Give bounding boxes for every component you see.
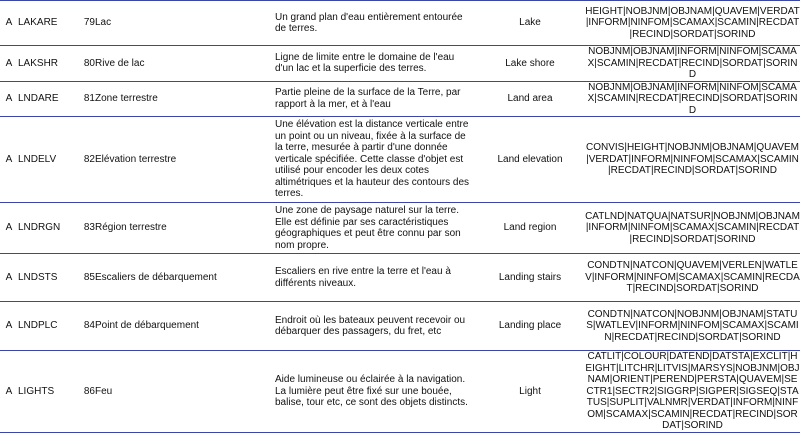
row-code: 80 [75,46,95,82]
row-name-fr: Rive de lac [95,46,275,82]
table-row [0,46,800,82]
row-name-fr: Point de débarquement [95,302,275,351]
row-definition: Partie pleine de la surface de la Terre, par rapport à la mer, et à l'eau [275,81,475,117]
row-name-fr: Lac [95,1,275,46]
row-category: A [0,46,18,82]
row-code: 82 [75,117,95,203]
table-row [0,81,800,117]
row-code: 85 [75,254,95,302]
table-row [0,1,800,46]
row-definition: Une élévation est la distance verticale entre un point ou un niveau, fixée à la surface de la terre, mesurée à partir d'une donnée verticale spécifiée. Cette classe d'objet est utilisé pour encoder les deux cotes altimétriques et la hauteur des contours des terres. [275,117,475,203]
row-category: A [0,302,18,351]
row-definition: Aide lumineuse ou éclairée à la navigation. La lumière peut être fixé sur une bouée, balise, tour etc, ce sont des objets distincts. [275,351,475,433]
row-name-fr: Zone terrestre [95,81,275,117]
table-row [0,351,800,433]
row-name-fr: Elévation terrestre [95,117,275,203]
row-acronym: LNDPLC [18,302,75,351]
row-code: 84 [75,302,95,351]
row-acronym: LAKSHR [18,46,75,82]
row-acronym: LNDARE [18,81,75,117]
row-acronym: LAKARE [18,1,75,46]
row-category: A [0,1,18,46]
row-category: A [0,254,18,302]
row-name-fr: Feu [95,351,275,433]
row-name-en: Landing place [475,302,585,351]
row-name-en: Lake [475,1,585,46]
row-name-en: Land region [475,203,585,254]
row-attributes: CATLIT|COLOUR|DATEND|DATSTA|EXCLIT|HEIGHT|LITCHR|LITVIS|MARSYS|NOBJNM|OBJNAM|ORIENT|PEREND|PERSTA|QUAVEM|SECTR1|SECTR2|SIGGRP|SIGPER|SIGSEQ|STATUS|SUPLIT|VALNMR|VERDAT|INFORM|NINFOM|SCAMAX|SCAMIN|RECDAT|RECIND|SORDAT|SORIND [585,351,800,431]
row-attributes: HEIGHT|NOBJNM|OBJNAM|QUAVEM|VERDAT|INFORM|NINFOM|SCAMAX|SCAMIN|RECDAT|RECIND|SORDAT|SORIND [585,1,800,46]
row-attributes: CONDTN|NATCON|NOBJNM|OBJNAM|STATUS|WATLEV|INFORM|NINFOM|SCAMAX|SCAMIN|RECDAT|RECIND|SORDAT|SORIND [585,302,800,351]
table-row [0,117,800,203]
row-attributes: CONDTN|NATCON|QUAVEM|VERLEN|WATLEV|INFORM|NINFOM|SCAMAX|SCAMIN|RECDAT|RECIND|SORDAT|SORIND [585,254,800,302]
row-definition: Endroit où les bateaux peuvent recevoir ou débarquer des passagers, du fret, etc [275,302,475,351]
row-acronym: LNDSTS [18,254,75,302]
row-name-en: Light [475,351,585,433]
row-definition: Ligne de limite entre le domaine de l'eau d'un lac et la superficie des terres. [275,46,475,82]
row-attributes: CONVIS|HEIGHT|NOBJNM|OBJNAM|QUAVEM|VERDAT|INFORM|NINFOM|SCAMAX|SCAMIN|RECDAT|RECIND|SORDAT|SORIND [585,117,800,203]
row-category: A [0,351,18,433]
table-row [0,254,800,302]
row-code: 79 [75,1,95,46]
row-code: 81 [75,81,95,117]
row-attributes: NOBJNM|OBJNAM|INFORM|NINFOM|SCAMAX|SCAMIN|RECDAT|RECIND|SORDAT|SORIND [585,81,800,117]
row-category: A [0,203,18,254]
row-name-en: Land area [475,81,585,117]
row-name-en: Lake shore [475,46,585,82]
row-acronym: LNDRGN [18,203,75,254]
row-name-fr: Escaliers de débarquement [95,254,275,302]
table-row [0,302,800,351]
row-category: A [0,117,18,203]
row-acronym: LIGHTS [18,351,75,433]
row-code: 86 [75,351,95,433]
row-attributes: NOBJNM|OBJNAM|INFORM|NINFOM|SCAMAX|SCAMIN|RECDAT|RECIND|SORDAT|SORIND [585,46,800,82]
row-name-en: Landing stairs [475,254,585,302]
row-definition: Un grand plan d'eau entièrement entourée de terres. [275,1,475,46]
row-acronym: LNDELV [18,117,75,203]
row-category: A [0,81,18,117]
row-code: 83 [75,203,95,254]
row-definition: Une zone de paysage naturel sur la terre. Elle est définie par ses caractéristiques géographiques et peut être connu par son nom propre. [275,203,475,254]
row-name-en: Land elevation [475,117,585,203]
row-definition: Escaliers en rive entre la terre et l'eau à différents niveaux. [275,254,475,302]
row-name-fr: Région terrestre [95,203,275,254]
table-row [0,203,800,254]
row-attributes: CATLND|NATQUA|NATSUR|NOBJNM|OBJNAM|INFORM|NINFOM|SCAMAX|SCAMIN|RECDAT|RECIND|SORDAT|SORIND [585,203,800,254]
